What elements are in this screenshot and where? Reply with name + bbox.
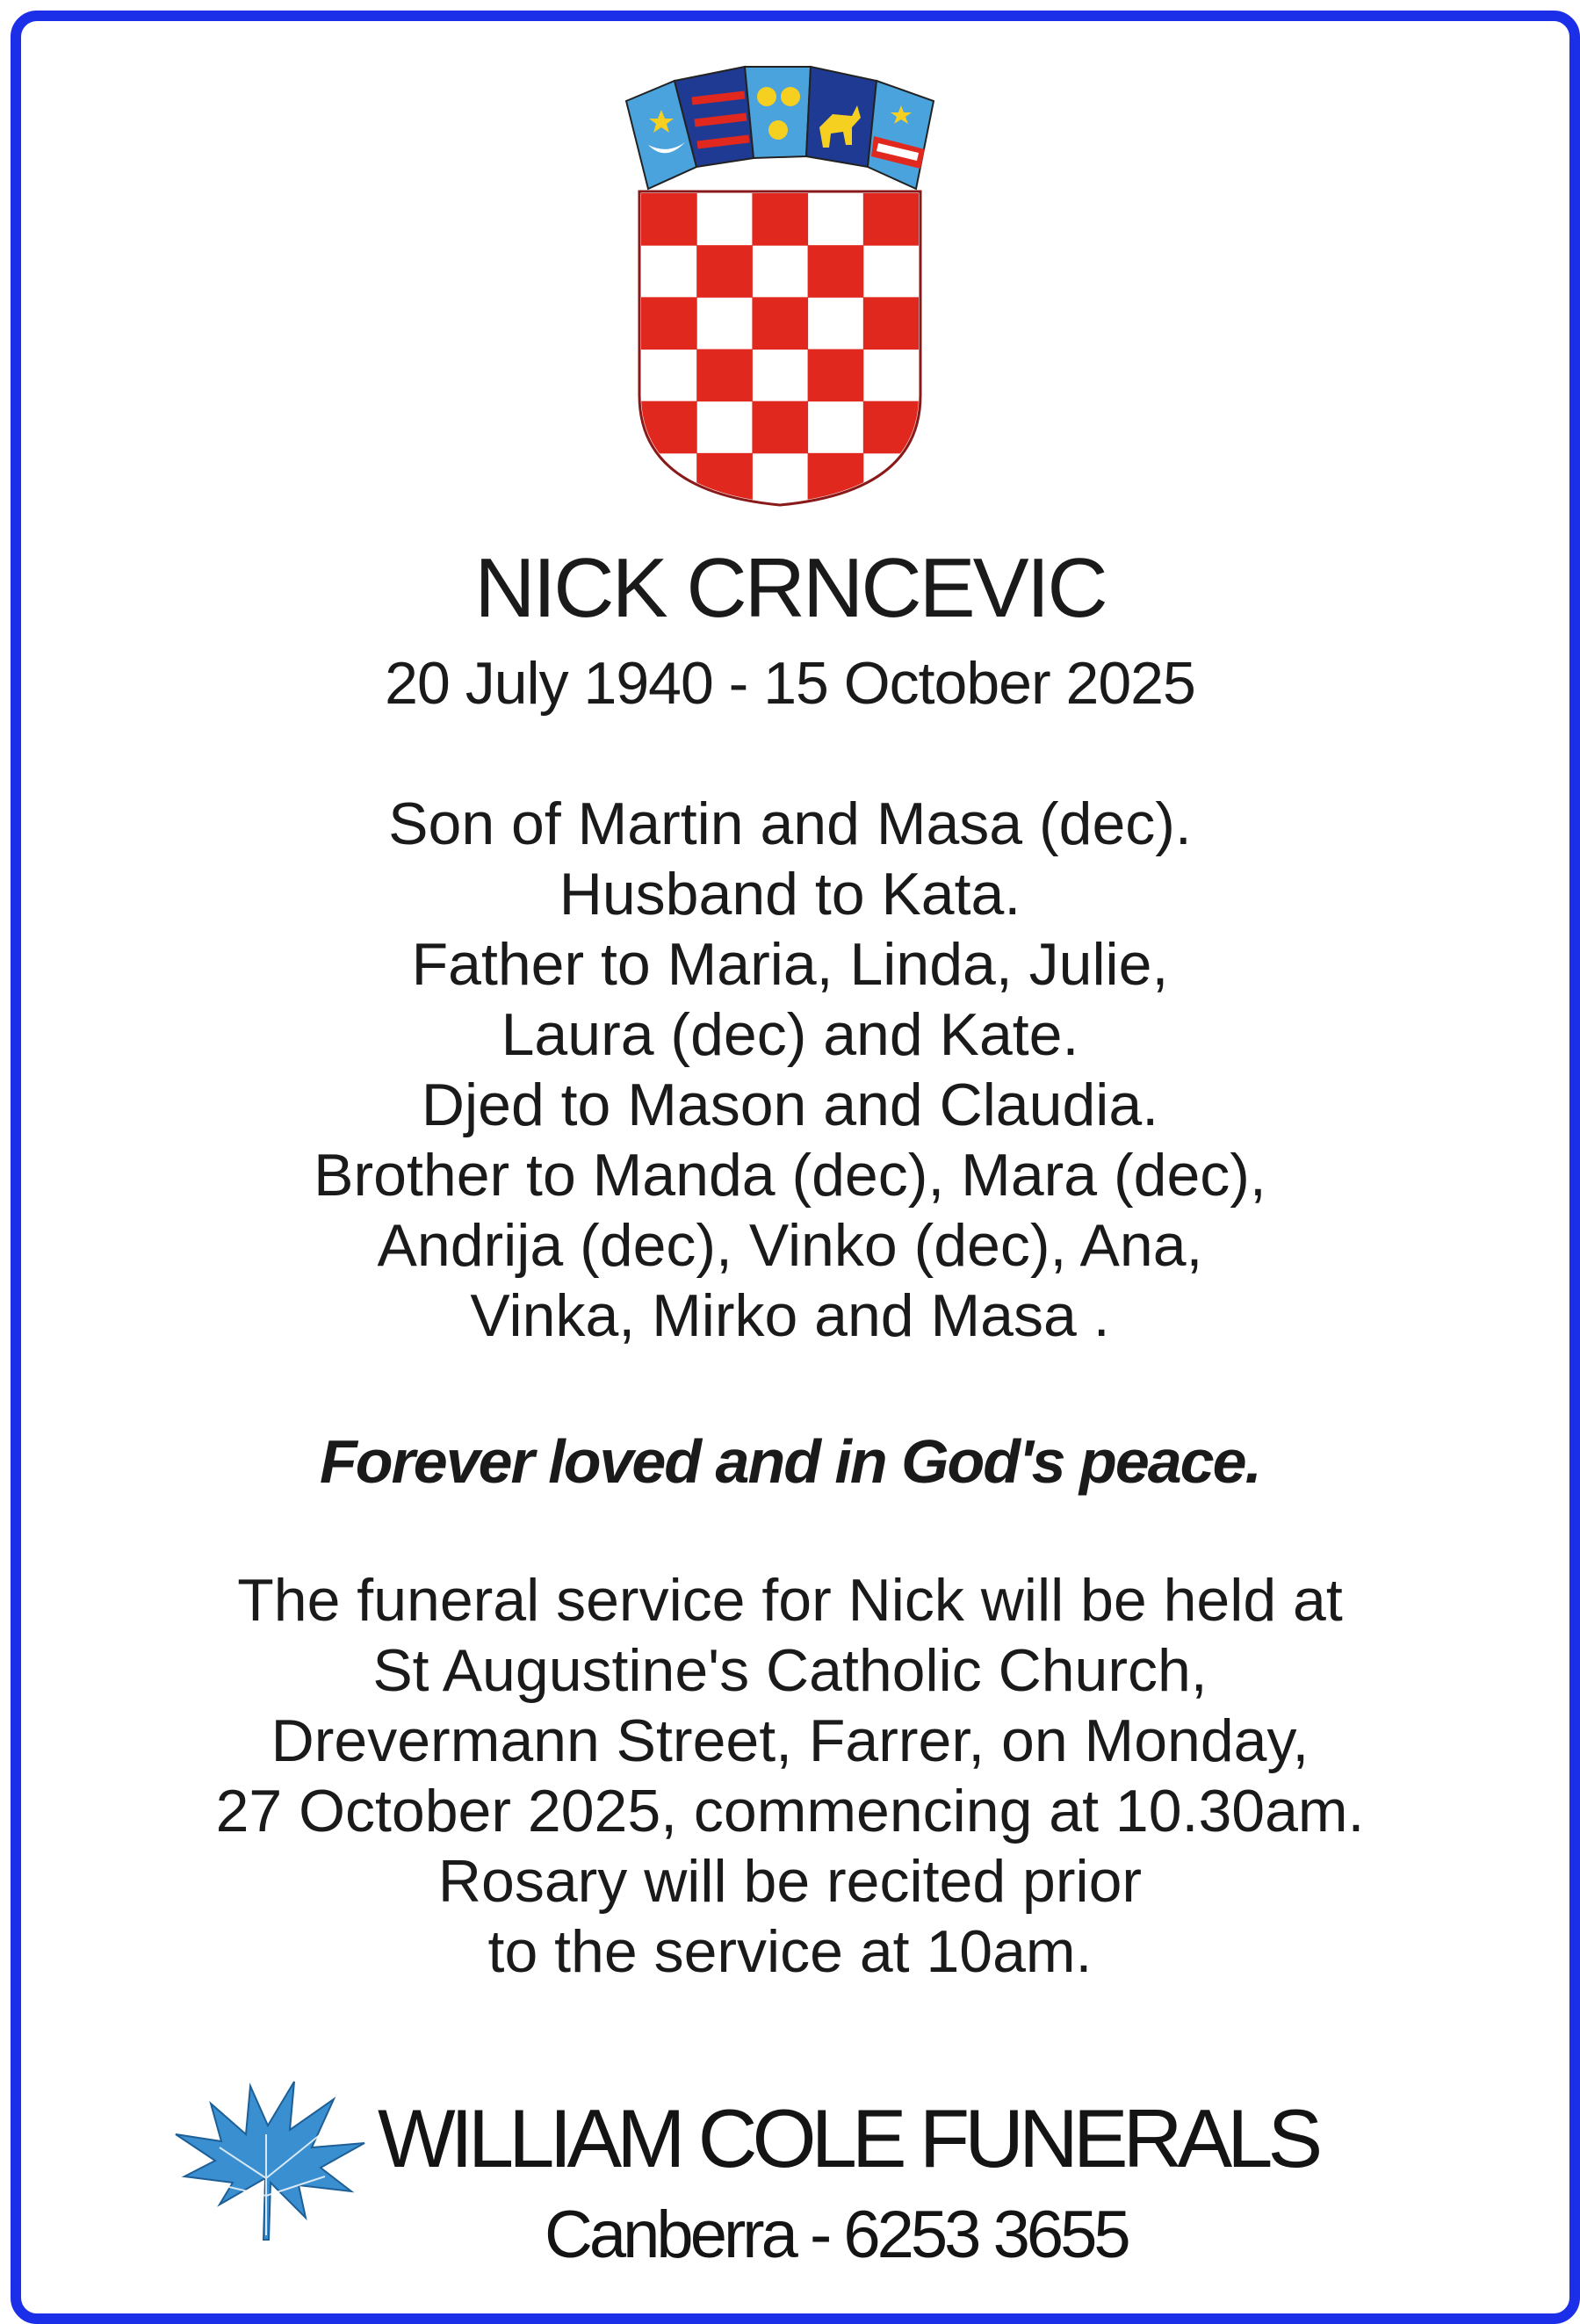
crest-red-square — [696, 350, 753, 402]
family-line: Father to Maria, Linda, Julie, — [411, 931, 1169, 998]
family-line: Djed to Mason and Claudia. — [421, 1072, 1159, 1138]
family-line: Andrija (dec), Vinko (dec), Ana, — [377, 1212, 1203, 1279]
crest-red-square — [696, 245, 753, 298]
crest-red-square — [808, 453, 864, 506]
service-details — [0, 1565, 1580, 1987]
family-line: Vinka, Mirko and Masa . — [470, 1282, 1110, 1349]
family-line: Husband to Kata. — [559, 861, 1021, 927]
crest-red-square — [696, 453, 753, 506]
croatian-coat-of-arms-icon — [622, 61, 938, 509]
family-section — [0, 789, 1580, 1351]
crest-red-square — [641, 297, 697, 350]
crest-red-square — [808, 350, 864, 402]
family-line: Brother to Manda (dec), Mara (dec), — [314, 1142, 1266, 1209]
service-line: Drevermann Street, Farrer, on Monday, — [271, 1707, 1309, 1774]
deceased-name: NICK CRNCEVIC — [474, 541, 1106, 635]
maple-leaf-logo-icon — [167, 2073, 369, 2248]
service-line: 27 October 2025, commencing at 10.30am. — [215, 1778, 1365, 1844]
crest-red-square — [863, 401, 920, 454]
crest-red-square — [641, 193, 697, 246]
crest-red-square — [808, 245, 864, 298]
service-line: The funeral service for Nick will be held at — [237, 1567, 1343, 1634]
family-line: Laura (dec) and Kate. — [501, 1001, 1079, 1068]
crest-red-square — [752, 297, 808, 350]
crest-red-square — [752, 401, 808, 454]
life-dates: 20 July 1940 - 15 October 2025 — [385, 650, 1195, 717]
crest-red-square — [641, 401, 697, 454]
funeral-home-name: WILLIAM COLE FUNERALS — [378, 2092, 1318, 2184]
crest-red-square — [863, 297, 920, 350]
family-line: Son of Martin and Masa (dec). — [388, 790, 1192, 857]
funeral-home-contact: Canberra - 6253 3655 — [545, 2198, 1128, 2272]
crest-red-square — [863, 193, 920, 246]
service-line: to the service at 10am. — [487, 1918, 1093, 1985]
service-line: St Augustine's Catholic Church, — [372, 1637, 1208, 1704]
tribute-line: Forever loved and in God's peace. — [320, 1427, 1260, 1496]
service-line: Rosary will be recited prior — [437, 1848, 1143, 1915]
crest-red-square — [752, 193, 808, 246]
